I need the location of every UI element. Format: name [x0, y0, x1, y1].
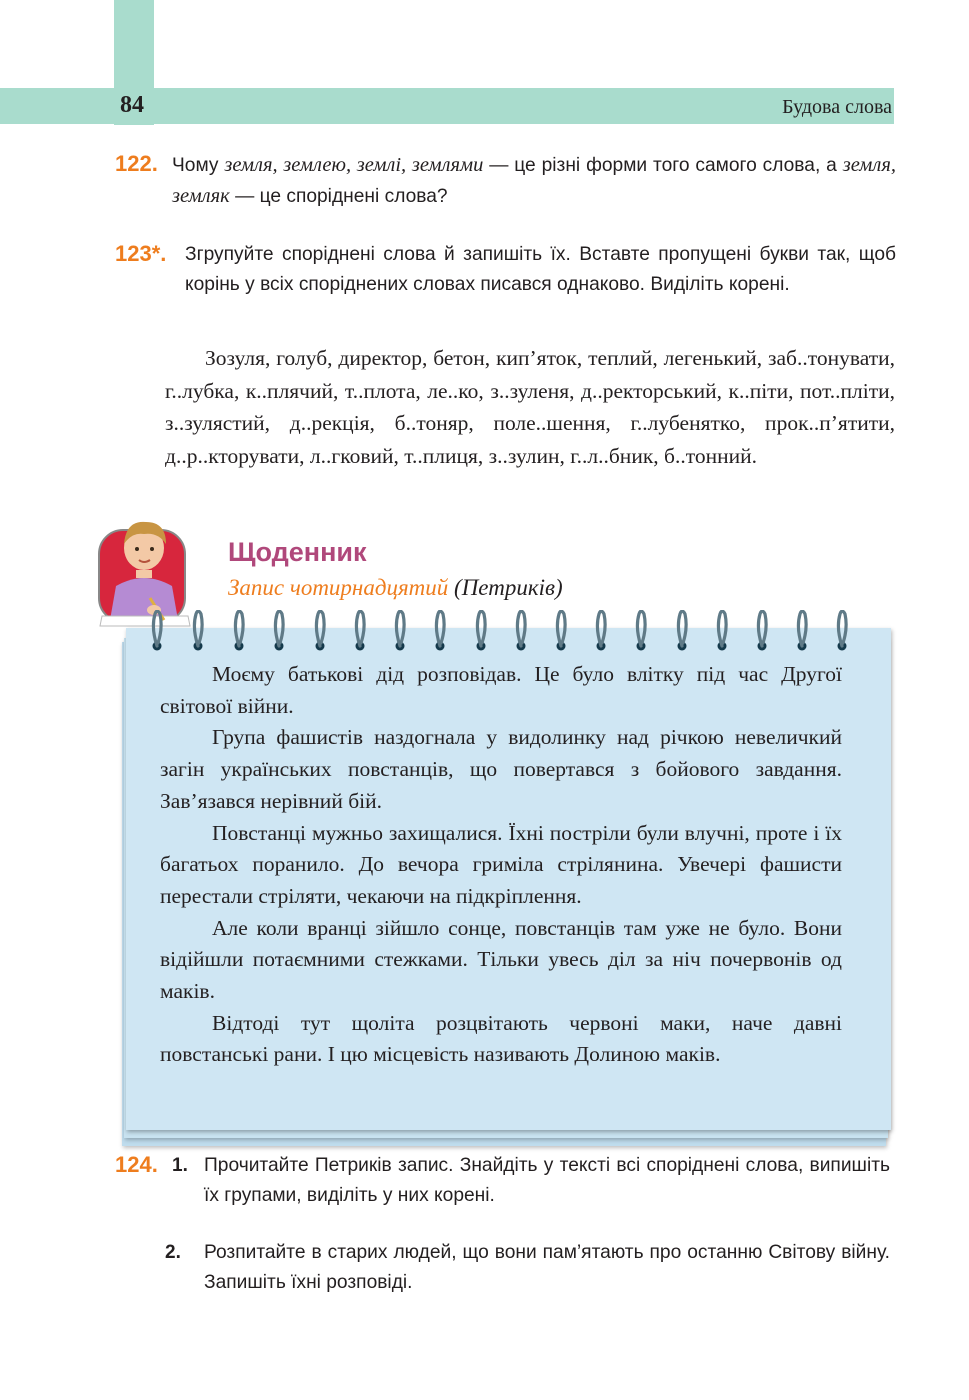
- story-paragraph: Моєму батькові дід розповідав. Це було влітку під час Другої світової війни.: [160, 662, 842, 718]
- section-title: Будова слова: [782, 96, 892, 118]
- story-paragraph: Відтоді тут щоліта розцвітають червоні маки, наче давні повстанські рани. І цю місцевість називають Долиною маків.: [160, 1010, 842, 1067]
- page-number: 84: [120, 92, 144, 118]
- ex122-text-1: Чому: [172, 155, 225, 176]
- diary-subtitle: [228, 575, 563, 601]
- ex122-italic-2: земля, земляк: [172, 154, 896, 207]
- exercise-124-item-1-number: 1.: [172, 1155, 188, 1176]
- story-paragraph: Але коли вранці зійшло сонце, повстанців там уже не було. Вони відійшли потаємними стежками. Тільки увесь діл за ніч почервонів од маків.: [160, 915, 842, 1004]
- exercise-123-text: Згрупуйте споріднені слова й запишіть їх. Вставте пропущені букви так, щоб корінь у всіх споріднених словах писався однаково. Виділіть корені.: [185, 244, 896, 295]
- exercise-123-number: 123*.: [115, 241, 167, 266]
- diary-story: [160, 659, 842, 1071]
- exercise-122-number: 122.: [115, 151, 158, 176]
- exercise-124-number: 124.: [115, 1152, 158, 1177]
- story-paragraph: Повстанці мужньо захищалися. Їхні постріли були влучні, проте і їх багатьох поранило. До вечора гриміла стрілянина. Увечері фашисти перестали стріляти, чекаючи на підкріплення.: [160, 820, 842, 908]
- exercise-124-item-1-text: Прочитайте Петриків запис. Знайдіть у тексті всі споріднені слова, випишіть їх групами, виділіть у них корені.: [204, 1155, 890, 1206]
- word-list-text: Зозуля, голуб, директор, бетон, кип’яток, теплий, легенький, заб..тонувати, г..лубка, к..плячий, т..плота, ле..ко, з..зуленя, д..ректорський, к..піти, пот..пліти, з..зулястий, д..рекція, б..тоняр, поле..шення, г..лубенятко, прок..п’ятити, д..р..кторувати, л..гковий, т..плиця, з..зулин, г..л..бник, б..тонний.: [165, 346, 895, 468]
- ex122-text-2: — це різні форми того самого слова, а: [483, 155, 843, 176]
- diary-subtitle-entry: Запис чотирнадцятий: [228, 575, 449, 600]
- story-paragraph: Група фашистів наздогнала у видолинку над річкою невеличкий загін українських повстанців, що повертався з бойового завдання. Зав’язався нерівний бій.: [160, 725, 842, 813]
- ex122-text-3: — це споріднені слова?: [229, 186, 448, 207]
- diary-title: Щоденник: [228, 537, 367, 567]
- ex122-italic-1: земля, землею, землі, землями: [224, 154, 484, 176]
- diary-subtitle-author: (Петриків): [454, 575, 563, 600]
- exercise-124-item-2-text: Розпитайте в старих людей, що вони пам’ятають про останню Світову війну. Запишіть їхні розповіді.: [204, 1242, 890, 1293]
- exercise-123-word-list: [165, 342, 895, 472]
- exercise-122-text: [172, 150, 896, 212]
- spiral-binding-icon: [0, 610, 969, 660]
- exercise-124-item-2-number: 2.: [165, 1242, 181, 1263]
